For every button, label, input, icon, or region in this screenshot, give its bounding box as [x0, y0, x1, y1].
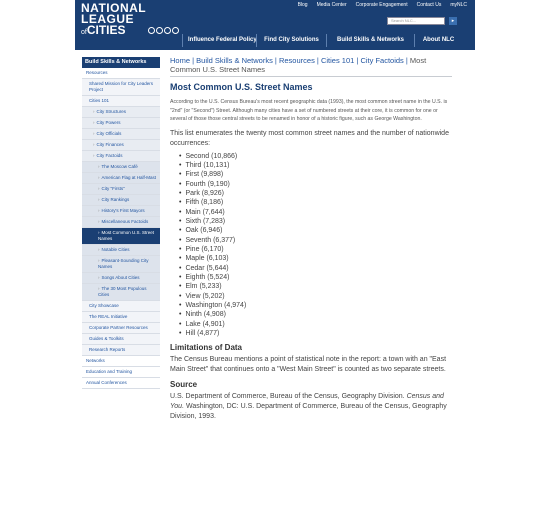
- sidebar-item[interactable]: [82, 184, 160, 195]
- list-item: • Oak (6,946): [179, 226, 452, 235]
- chevron-right-icon: ›: [98, 186, 100, 191]
- top-link-media-center[interactable]: Media Center: [316, 2, 347, 8]
- nav-influence-federal-policy[interactable]: Influence Federal Policy: [182, 34, 256, 47]
- sidebar-item-label: The REAL Initiative: [89, 314, 128, 319]
- sidebar-item[interactable]: [82, 228, 160, 245]
- breadcrumb-home[interactable]: Home: [170, 56, 191, 65]
- chevron-right-icon: ›: [98, 230, 100, 235]
- chevron-right-icon: ›: [98, 247, 100, 252]
- chevron-right-icon: ›: [98, 258, 100, 263]
- sidebar-item[interactable]: [82, 367, 160, 378]
- list-item: • Lake (4,901): [179, 320, 452, 329]
- sidebar-item-label: City Showcase: [89, 303, 119, 308]
- breadcrumb-current: Most Common U.S. Street Names: [170, 56, 427, 74]
- sidebar-item-label: Pleasant-Sounding City Names: [98, 258, 149, 269]
- sidebar-item[interactable]: [82, 68, 160, 79]
- sidebar-item[interactable]: [82, 195, 160, 206]
- sidebar-item-label: Shared Mission for City Leaders Project: [89, 81, 154, 92]
- breadcrumb-city-factoids[interactable]: City Factoids: [360, 56, 404, 65]
- sidebar-item-label: The 30 Most Populous Cities: [98, 286, 147, 297]
- sidebar-item-label: Resources: [86, 70, 108, 75]
- nav-find-city-solutions[interactable]: Find City Solutions: [256, 34, 326, 47]
- chevron-right-icon: ›: [98, 219, 100, 224]
- sidebar-item-label: American Flag at Half-Mast: [101, 175, 157, 180]
- sidebar-item-label: Guides & Toolkits: [89, 336, 124, 341]
- sidebar-item[interactable]: [82, 107, 160, 118]
- sidebar-item[interactable]: [82, 129, 160, 140]
- sidebar-item[interactable]: [82, 323, 160, 334]
- sidebar-item-label: City Officials: [96, 131, 122, 136]
- nav-build-skills-networks[interactable]: Build Skills & Networks: [326, 34, 414, 47]
- nav-about-nlc[interactable]: About NLC: [414, 34, 462, 47]
- source-heading: Source: [170, 380, 198, 390]
- sidebar-item-label: City Rankings: [101, 197, 130, 202]
- page-title: Most Common U.S. Street Names: [170, 82, 313, 92]
- sidebar-item[interactable]: [82, 378, 160, 389]
- chevron-right-icon: ›: [98, 286, 100, 291]
- sidebar-item[interactable]: [82, 284, 160, 301]
- chevron-right-icon: ›: [98, 164, 100, 169]
- sidebar-item[interactable]: [82, 301, 160, 312]
- list-item: • View (5,202): [179, 292, 452, 301]
- chevron-right-icon: ›: [98, 197, 100, 202]
- limitations-heading: Limitations of Data: [170, 343, 243, 353]
- sidebar-item[interactable]: [82, 312, 160, 323]
- list-item: • Fourth (9,190): [179, 180, 452, 189]
- sidebar-item-label: Networks: [86, 358, 105, 363]
- top-link-mynlc[interactable]: myNLC: [450, 2, 467, 8]
- sidebar-item-label: City Finances: [96, 142, 124, 147]
- sidebar-item[interactable]: [82, 356, 160, 367]
- list-item: • Main (7,644): [179, 208, 452, 217]
- logo-line-1: NATIONAL: [81, 1, 147, 15]
- sidebar-item-label: Annual Conferences: [86, 380, 127, 385]
- sidebar-list: [82, 68, 160, 389]
- sidebar-item[interactable]: [82, 173, 160, 184]
- sidebar-item[interactable]: [82, 79, 160, 96]
- search-button[interactable]: ▸: [449, 17, 457, 25]
- list-item: • Park (8,926): [179, 189, 452, 198]
- list-item: • Fifth (8,186): [179, 198, 452, 207]
- sidebar-item-label: Most Common U.S. Street Names: [98, 230, 155, 241]
- top-links: [298, 2, 467, 8]
- list-item: • First (9,898): [179, 170, 452, 179]
- sidebar-item[interactable]: [82, 217, 160, 228]
- breadcrumb: Home | Build Skills & Networks | Resources | Cities 101 | City Factoids | Most Common U.S. Street Names: [170, 56, 427, 74]
- sidebar-item-label: Songs About Cities: [101, 275, 140, 280]
- sidebar-item-label: Corporate Partner Resources: [89, 325, 148, 330]
- sidebar-item-label: City Structures: [96, 109, 127, 114]
- chevron-right-icon: ›: [93, 109, 95, 114]
- top-link-blog[interactable]: Blog: [297, 2, 308, 8]
- list-item: • Third (10,131): [179, 161, 452, 170]
- search-input[interactable]: Search NLC...: [387, 17, 445, 25]
- chevron-right-icon: ›: [93, 153, 95, 158]
- logo-line-2: LEAGUE: [81, 12, 135, 26]
- sidebar-item[interactable]: [82, 256, 160, 273]
- main-content: [170, 56, 452, 422]
- sidebar-item-label: History's First Mayors: [101, 208, 145, 213]
- sidebar-item-label: Miscellaneous Factoids: [101, 219, 149, 224]
- limitations-paragraph: The Census Bureau mentions a point of statistical note in the report: a town with an "East Main Street" that continues onto a "West Main Street" is counted as two separate streets.: [170, 356, 447, 374]
- list-item: • Ninth (4,908): [179, 310, 452, 319]
- sidebar-item[interactable]: [82, 96, 160, 107]
- breadcrumb-resources[interactable]: Resources: [278, 56, 315, 65]
- sidebar-item[interactable]: [82, 245, 160, 256]
- sidebar-item[interactable]: [82, 273, 160, 284]
- list-lead-paragraph: This list enumerates the twenty most common street names and the number of nationwide occurrences:: [170, 129, 449, 147]
- street-name-list: [170, 152, 452, 339]
- chevron-right-icon: ›: [98, 175, 100, 180]
- list-item: • Eighth (5,524): [179, 273, 452, 282]
- divider: [170, 76, 452, 77]
- chevron-right-icon: ›: [98, 275, 100, 280]
- source-paragraph: U.S. Department of Commerce, Bureau of the Census, Geography Division. Census and You. Washington, DC: U.S. Department of Commerce, Bureau of the Census, Geography Division, 1993.: [170, 393, 447, 421]
- list-item: • Second (10,866): [179, 152, 452, 161]
- rings-logo-icon: [148, 27, 179, 34]
- list-item: • Elm (5,233): [179, 282, 452, 291]
- list-item: • Sixth (7,283): [179, 217, 452, 226]
- list-item: • Washington (4,974): [179, 301, 452, 310]
- chevron-right-icon: ›: [93, 142, 95, 147]
- sidebar-item-label: City Powers: [96, 120, 121, 125]
- sidebar: [82, 57, 160, 389]
- list-item: • Hill (4,877): [179, 329, 452, 338]
- intro-paragraph: According to the U.S. Census Bureau's most recent geographic data (1993), the most common street name in the U.S. is "2nd" (or "Second") Street. Although many cities have a set of numbered streets at their core, it is common for one or several of those those central streets to be renamed in honor of a historic figure, such as George Washington.: [170, 99, 448, 122]
- list-item: • Cedar (5,644): [179, 264, 452, 273]
- sidebar-heading[interactable]: Build Skills & Networks: [82, 57, 160, 68]
- list-item: • Seventh (6,377): [179, 236, 452, 245]
- sidebar-item[interactable]: [82, 118, 160, 129]
- sidebar-item[interactable]: [82, 334, 160, 345]
- chevron-right-icon: ›: [93, 131, 95, 136]
- sidebar-item[interactable]: [82, 151, 160, 162]
- sidebar-item-label: City Factoids: [96, 153, 123, 158]
- breadcrumb-build-skills[interactable]: Build Skills & Networks: [196, 56, 273, 65]
- top-link-corporate-engagement[interactable]: Corporate Engagement: [355, 2, 408, 8]
- sidebar-item[interactable]: [82, 345, 160, 356]
- sidebar-item[interactable]: [82, 206, 160, 217]
- sidebar-item[interactable]: [82, 162, 160, 173]
- logo-line-3: ofCITIES: [81, 23, 126, 37]
- sidebar-item-label: Notable Cities: [101, 247, 130, 252]
- list-item: • Maple (6,103): [179, 254, 452, 263]
- sidebar-item[interactable]: [82, 140, 160, 151]
- nlc-logo[interactable]: [81, 3, 146, 38]
- chevron-right-icon: ›: [98, 208, 100, 213]
- chevron-right-icon: ›: [93, 120, 95, 125]
- sidebar-item-label: Cities 101: [89, 98, 110, 103]
- main-nav: [75, 34, 475, 47]
- sidebar-item-label: Education and Training: [86, 369, 133, 374]
- sidebar-item-label: City "Firsts": [101, 186, 125, 191]
- breadcrumb-cities-101[interactable]: Cities 101: [320, 56, 355, 65]
- top-link-contact-us[interactable]: Contact Us: [416, 2, 442, 8]
- sidebar-item-label: Research Reports: [89, 347, 126, 352]
- list-item: • Pine (6,170): [179, 245, 452, 254]
- sidebar-item-label: The Moscow Café: [101, 164, 138, 169]
